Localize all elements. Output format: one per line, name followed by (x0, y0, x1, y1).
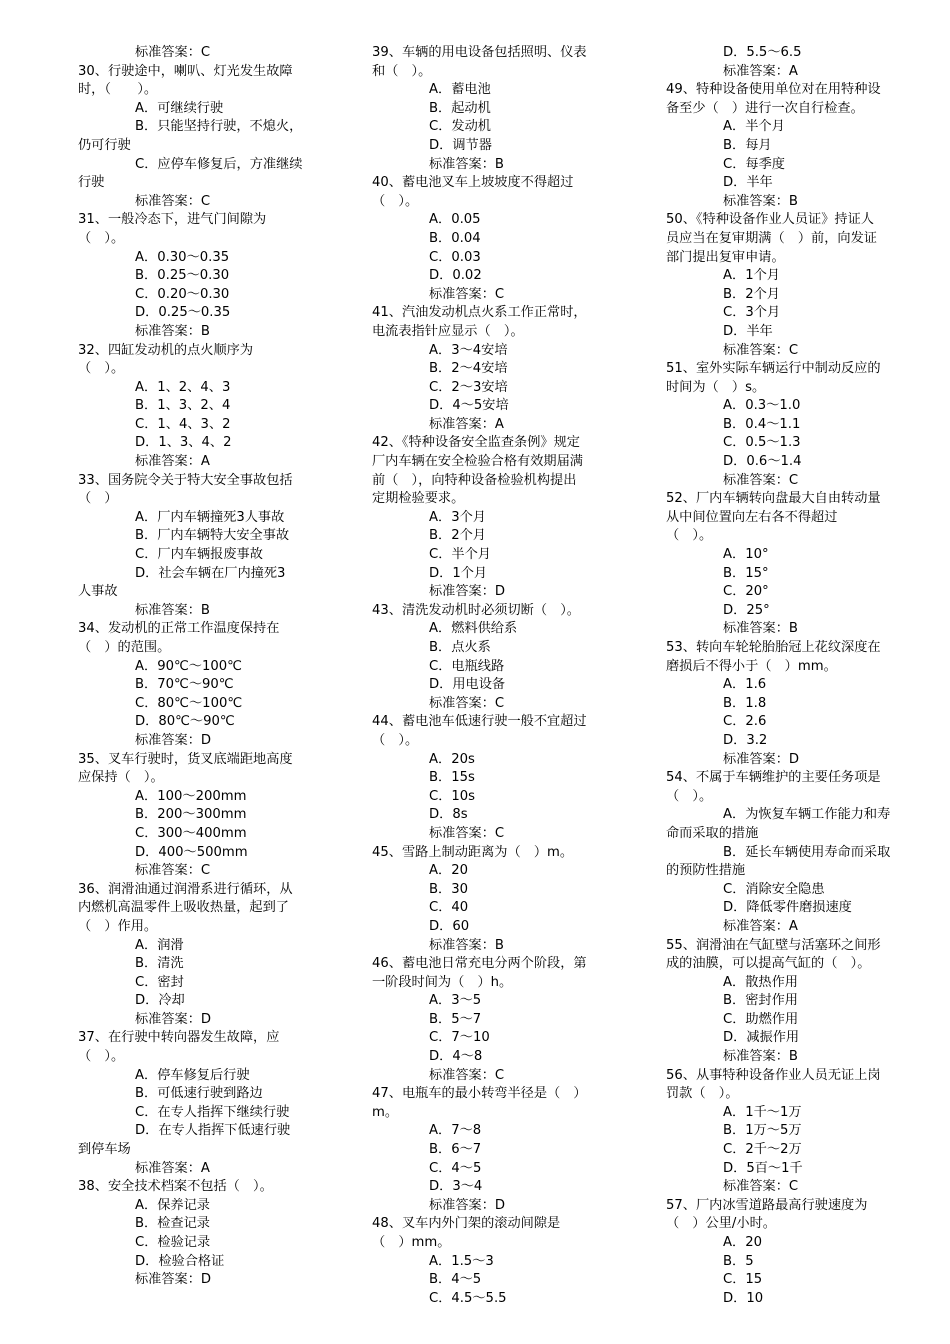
text-line: D．8s (429, 807, 468, 823)
text-line: C．2.6 (723, 714, 767, 730)
text-line: 标准答案：C (723, 342, 799, 358)
text-line: B．可低速行驶到路边 (135, 1086, 263, 1102)
text-line: 44、蓄电池车低速行驶一般不宜超过 (372, 714, 587, 730)
text-line: 49、特种设备使用单位对在用特种设 (666, 82, 881, 98)
text-line: 34、发动机的正常工作温度保持在 (78, 621, 280, 637)
text-line: A．20s (429, 751, 475, 767)
text-line: 标准答案：C (723, 1179, 799, 1195)
text-line: D．80℃～90℃ (135, 714, 235, 730)
text-line: （ ）。 (372, 193, 419, 209)
text-line: C．3个月 (723, 305, 781, 321)
text-line: 时，（ ）。 (78, 82, 158, 98)
text-line: 标准答案：D (135, 1272, 212, 1288)
text-line: 标准答案：B (429, 937, 504, 953)
text-line: 标准答案：D (135, 1011, 212, 1027)
text-line: （ ）的范围。 (78, 640, 171, 655)
text-line: D．在专人指挥下低速行驶 (135, 1123, 291, 1139)
text-line: 57、厂内冰雪道路最高行驶速度为 (666, 1197, 868, 1213)
text-line: 54、不属于车辆维护的主要任务项是 (666, 770, 881, 786)
text-line: 35、叉车行驶时，货叉底端距地高度 (78, 751, 293, 767)
text-line: 时间为（ ）s。 (666, 379, 766, 395)
text-line: B．起动机 (429, 100, 491, 116)
text-line: 标准答案：D (429, 584, 506, 600)
text-line: C．4.5～5.5 (429, 1290, 507, 1306)
text-line: B．每月 (723, 137, 772, 153)
text-line: A．为恢复车辆工作能力和寿 (723, 807, 891, 823)
text-line: 40、蓄电池叉车上坡坡度不得超过 (372, 175, 574, 191)
text-line: （ ）。 (78, 230, 125, 246)
text-line: A．1、2、4、3 (135, 379, 231, 395)
text-line: 52、厂内车辆转向盘最大自由转动量 (666, 491, 881, 507)
text-line: B．密封作用 (723, 993, 798, 1009)
text-line: D．4～5安培 (429, 398, 509, 414)
text-line: D．4～8 (429, 1049, 483, 1065)
text-line: 31、一般冷态下，进气门间隙为 (78, 212, 267, 228)
text-line: 37、在行驶中转向器发生故障，应 (78, 1030, 280, 1046)
text-line: A．1.6 (723, 677, 767, 693)
text-line: B．1、3、2、4 (135, 398, 231, 414)
text-line: A．停车修复后行驶 (135, 1067, 250, 1083)
text-line: D．1个月 (429, 565, 488, 581)
text-line: A．燃料供给系 (429, 621, 518, 637)
text-line: B．6～7 (429, 1142, 482, 1158)
text-line: 45、雪路上制动距离为（ ）m。 (372, 844, 574, 860)
text-line: D．1、3、4、2 (135, 435, 232, 451)
text-line: 应保持（ ）。 (78, 770, 164, 786)
text-line: B．15° (723, 565, 769, 581)
text-line: 电流表指针应显示（ ）。 (372, 323, 524, 339)
text-line: 前（ ），向特种设备检验机构提出 (372, 472, 577, 488)
text-line: B．200～300mm (135, 807, 247, 823)
text-line: 41、汽油发动机点火系工作正常时， (372, 305, 587, 321)
text-line: 定期检验要求。 (372, 491, 465, 507)
text-line: D．0.6～1.4 (723, 454, 802, 470)
text-line: 32、四缸发动机的点火顺序为 (78, 342, 254, 358)
text-line: 标准答案：C (429, 1067, 505, 1083)
text-line: C．0.03 (429, 249, 481, 265)
text-line: C．消除安全隐患 (723, 881, 825, 897)
text-line: C．300～400mm (135, 825, 247, 841)
text-line: C．80℃～100℃ (135, 695, 243, 711)
text-line: 标准答案：A (429, 416, 504, 432)
text-line: C．0.5～1.3 (723, 435, 801, 451)
text-line: 43、清洗发动机时必须切断（ ）。 (372, 602, 580, 618)
text-line: 标准答案：B (723, 621, 798, 637)
text-column-3 (666, 44, 906, 1308)
text-line: D．降低零件磨损速度 (723, 900, 852, 916)
text-line: B．2个月 (723, 286, 780, 302)
text-line: B．延长车辆使用寿命而采取 (723, 844, 891, 860)
text-line: B．4～5 (429, 1272, 482, 1288)
text-line: D．调节器 (429, 137, 492, 153)
text-line: 标准答案：B (135, 602, 210, 618)
text-line: D．半年 (723, 323, 773, 339)
text-line: 47、电瓶车的最小转弯半径是（ ） (372, 1086, 587, 1102)
text-line: 人事故 (78, 584, 118, 600)
text-line: 46、蓄电池日常充电分两个阶段，第 (372, 956, 587, 972)
text-line: D．5百～1千 (723, 1160, 803, 1176)
text-line: A．3个月 (429, 509, 486, 525)
text-line: A．20 (723, 1235, 762, 1250)
text-line: （ ）。 (666, 528, 713, 544)
text-line: C．密封 (135, 974, 184, 990)
text-line: C．检验记录 (135, 1235, 211, 1250)
text-line: B．2个月 (429, 528, 486, 544)
text-line: 标准答案：A (135, 454, 210, 470)
text-line: 磨损后不得小于（ ）mm。 (666, 658, 837, 674)
text-line: A．0.30～0.35 (135, 249, 230, 265)
text-line: D．检验合格证 (135, 1253, 225, 1269)
text-line: 标准答案：B (723, 193, 798, 209)
text-line: 标准答案：C (135, 863, 211, 879)
text-line: D．用电设备 (429, 677, 506, 693)
text-line: B．厂内车辆特大安全事故 (135, 528, 290, 544)
text-line: D．3.2 (723, 732, 768, 748)
text-line: 标准答案：C (429, 695, 505, 711)
text-line: （ ） (78, 491, 118, 507)
text-line: A．保养记录 (135, 1197, 210, 1213)
text-line: D．0.02 (429, 268, 482, 284)
text-line: C．电瓶线路 (429, 658, 505, 674)
text-line: 厂内车辆在安全检验合格有效期届满 (372, 454, 583, 470)
text-line: A．半个月 (723, 119, 785, 135)
text-line: A．蓄电池 (429, 82, 491, 98)
text-line: 部门提出复审申请。 (666, 249, 785, 265)
text-line: B．0.25～0.30 (135, 268, 230, 284)
text-line: B．1.8 (723, 695, 767, 711)
text-line: 标准答案：D (429, 1197, 506, 1213)
text-line: B．5～7 (429, 1011, 482, 1027)
text-line: C．4～5 (429, 1160, 482, 1176)
text-line: D．10 (723, 1290, 764, 1306)
text-line: A．10° (723, 547, 769, 563)
text-line: 命而采取的措施 (666, 825, 759, 841)
text-line: B．1万～5万 (723, 1123, 802, 1139)
text-line: （ ）作用。 (78, 918, 158, 934)
text-line: 从中间位置向左右各不得超过 (666, 509, 838, 525)
text-line: 标准答案：C (429, 825, 505, 841)
text-line: C．10s (429, 788, 476, 804)
text-line: A．厂内车辆撞死3人事故 (135, 509, 285, 525)
text-line: 38、安全技术档案不包括（ ）。 (78, 1179, 273, 1195)
text-line: B．点火系 (429, 640, 491, 655)
text-line: 标准答案：B (429, 156, 504, 172)
text-line: 成的油膜，可以提高气缸的（ ）。 (666, 956, 871, 972)
text-line: 标准答案：D (723, 751, 800, 767)
text-line: C．应停车修复后，方准继续 (135, 156, 303, 172)
text-line: A．可继续行驶 (135, 100, 224, 116)
text-line: 48、叉车内外门架的滚动间隙是 (372, 1216, 561, 1232)
text-line: （ ）。 (78, 361, 125, 377)
text-line: A．3～5 (429, 993, 482, 1009)
text-line: C．15 (723, 1272, 763, 1288)
text-line: 51、室外实际车辆运行中制动反应的 (666, 361, 881, 377)
text-line: A．1.5～3 (429, 1253, 494, 1269)
text-line: D．社会车辆在厂内撞死3 (135, 565, 286, 581)
text-line: 员应当在复审期满（ ）前，向发证 (666, 230, 877, 246)
text-line: C．2千～2万 (723, 1142, 802, 1158)
text-line: A．散热作用 (723, 974, 798, 990)
text-line: （ ）。 (78, 1049, 125, 1065)
text-line: 标准答案：A (723, 918, 798, 934)
text-line: 36、润滑油通过润滑系进行循环，从 (78, 881, 293, 897)
text-line: C．半个月 (429, 547, 491, 563)
text-line: A．0.05 (429, 212, 481, 228)
text-line: D．25° (723, 602, 770, 618)
text-line: 33、国务院令关于特大安全事故包括 (78, 472, 293, 488)
text-line: B．0.04 (429, 230, 481, 246)
text-line: 55、润滑油在气缸壁与活塞环之间形 (666, 937, 881, 953)
text-line: A．3～4安培 (429, 342, 508, 358)
text-line: （ ）。 (666, 788, 713, 804)
text-line: D．400～500mm (135, 844, 248, 860)
text-line: B．检查记录 (135, 1216, 210, 1232)
text-line: A．1个月 (723, 268, 780, 284)
text-line: D．0.25～0.35 (135, 305, 231, 321)
text-line: D．60 (429, 918, 470, 934)
text-line: B．70℃～90℃ (135, 677, 234, 693)
text-line: 行驶 (78, 175, 105, 191)
text-line: 标准答案：C (135, 45, 211, 60)
text-line: （ ）mm。 (372, 1235, 451, 1250)
text-line: D．3～4 (429, 1179, 483, 1195)
text-line: 39、车辆的用电设备包括照明、仪表 (372, 45, 587, 60)
text-line: 备至少（ ）进行一次自行检查。 (666, 100, 864, 116)
text-line: D．减振作用 (723, 1030, 800, 1046)
text-line: C．0.20～0.30 (135, 286, 230, 302)
text-line: B．只能坚持行驶，不熄火， (135, 119, 303, 135)
text-line: D．5.5～6.5 (723, 45, 802, 60)
text-line: 的预防性措施 (666, 863, 746, 879)
text-line: 标准答案：B (135, 323, 210, 339)
text-line: 53、转向车轮轮胎胎冠上花纹深度在 (666, 640, 881, 655)
text-line: A．润滑 (135, 937, 184, 953)
text-line: 标准答案：B (723, 1049, 798, 1065)
text-line: C．7～10 (429, 1030, 490, 1046)
text-line: C．40 (429, 900, 469, 916)
text-column-2 (372, 44, 608, 1308)
text-line: 一阶段时间为（ ）h。 (372, 974, 513, 990)
text-line: C．每季度 (723, 156, 785, 172)
text-line: A．0.3～1.0 (723, 398, 801, 414)
text-line: A．7～8 (429, 1123, 482, 1139)
text-line: B．清洗 (135, 956, 184, 972)
text-line: m。 (372, 1104, 399, 1120)
text-line: C．助燃作用 (723, 1011, 799, 1027)
text-line: B．5 (723, 1253, 754, 1269)
text-line: 标准答案：C (429, 286, 505, 302)
text-line: D．半年 (723, 175, 773, 191)
text-line: C．厂内车辆报废事故 (135, 547, 263, 563)
text-line: 56、从事特种设备作业人员无证上岗 (666, 1067, 881, 1083)
text-line: 标准答案：D (135, 732, 212, 748)
text-line: B．30 (429, 881, 469, 897)
text-line: C．20° (723, 584, 769, 600)
text-line: C．发动机 (429, 119, 491, 135)
text-line: 标准答案：C (723, 472, 799, 488)
text-line: （ ）。 (372, 732, 419, 748)
text-line: A．20 (429, 863, 468, 879)
text-line: 标准答案：A (723, 63, 798, 79)
text-line: B．2～4安培 (429, 361, 508, 377)
text-line: 标准答案：C (135, 193, 211, 209)
text-line: A．100～200mm (135, 788, 247, 804)
text-line: B．15s (429, 770, 475, 786)
text-line: D．冷却 (135, 993, 185, 1009)
text-line: （ ）公里/小时。 (666, 1216, 776, 1232)
text-line: A．90℃～100℃ (135, 658, 242, 674)
text-line: 50、《特种设备作业人员证》持证人 (666, 212, 874, 228)
text-line: 30、行驶途中，喇叭、灯光发生故障 (78, 63, 293, 79)
text-column-1 (78, 44, 318, 1290)
text-line: A．1千～1万 (723, 1104, 802, 1120)
text-line: 到停车场 (78, 1142, 131, 1158)
text-line: 内燃机高温零件上吸收热量，起到了 (78, 900, 289, 916)
text-line: 标准答案：A (135, 1160, 210, 1176)
text-line: 和（ ）。 (372, 63, 432, 79)
text-line: B．0.4～1.1 (723, 416, 801, 432)
text-line: C．1、4、3、2 (135, 416, 231, 432)
text-line: 罚款（ ）。 (666, 1086, 739, 1102)
text-line: 仍可行驶 (78, 137, 131, 153)
text-line: C．2～3安培 (429, 379, 508, 395)
text-line: 42、《特种设备安全监查条例》规定 (372, 435, 580, 451)
text-line: C．在专人指挥下继续行驶 (135, 1104, 290, 1120)
